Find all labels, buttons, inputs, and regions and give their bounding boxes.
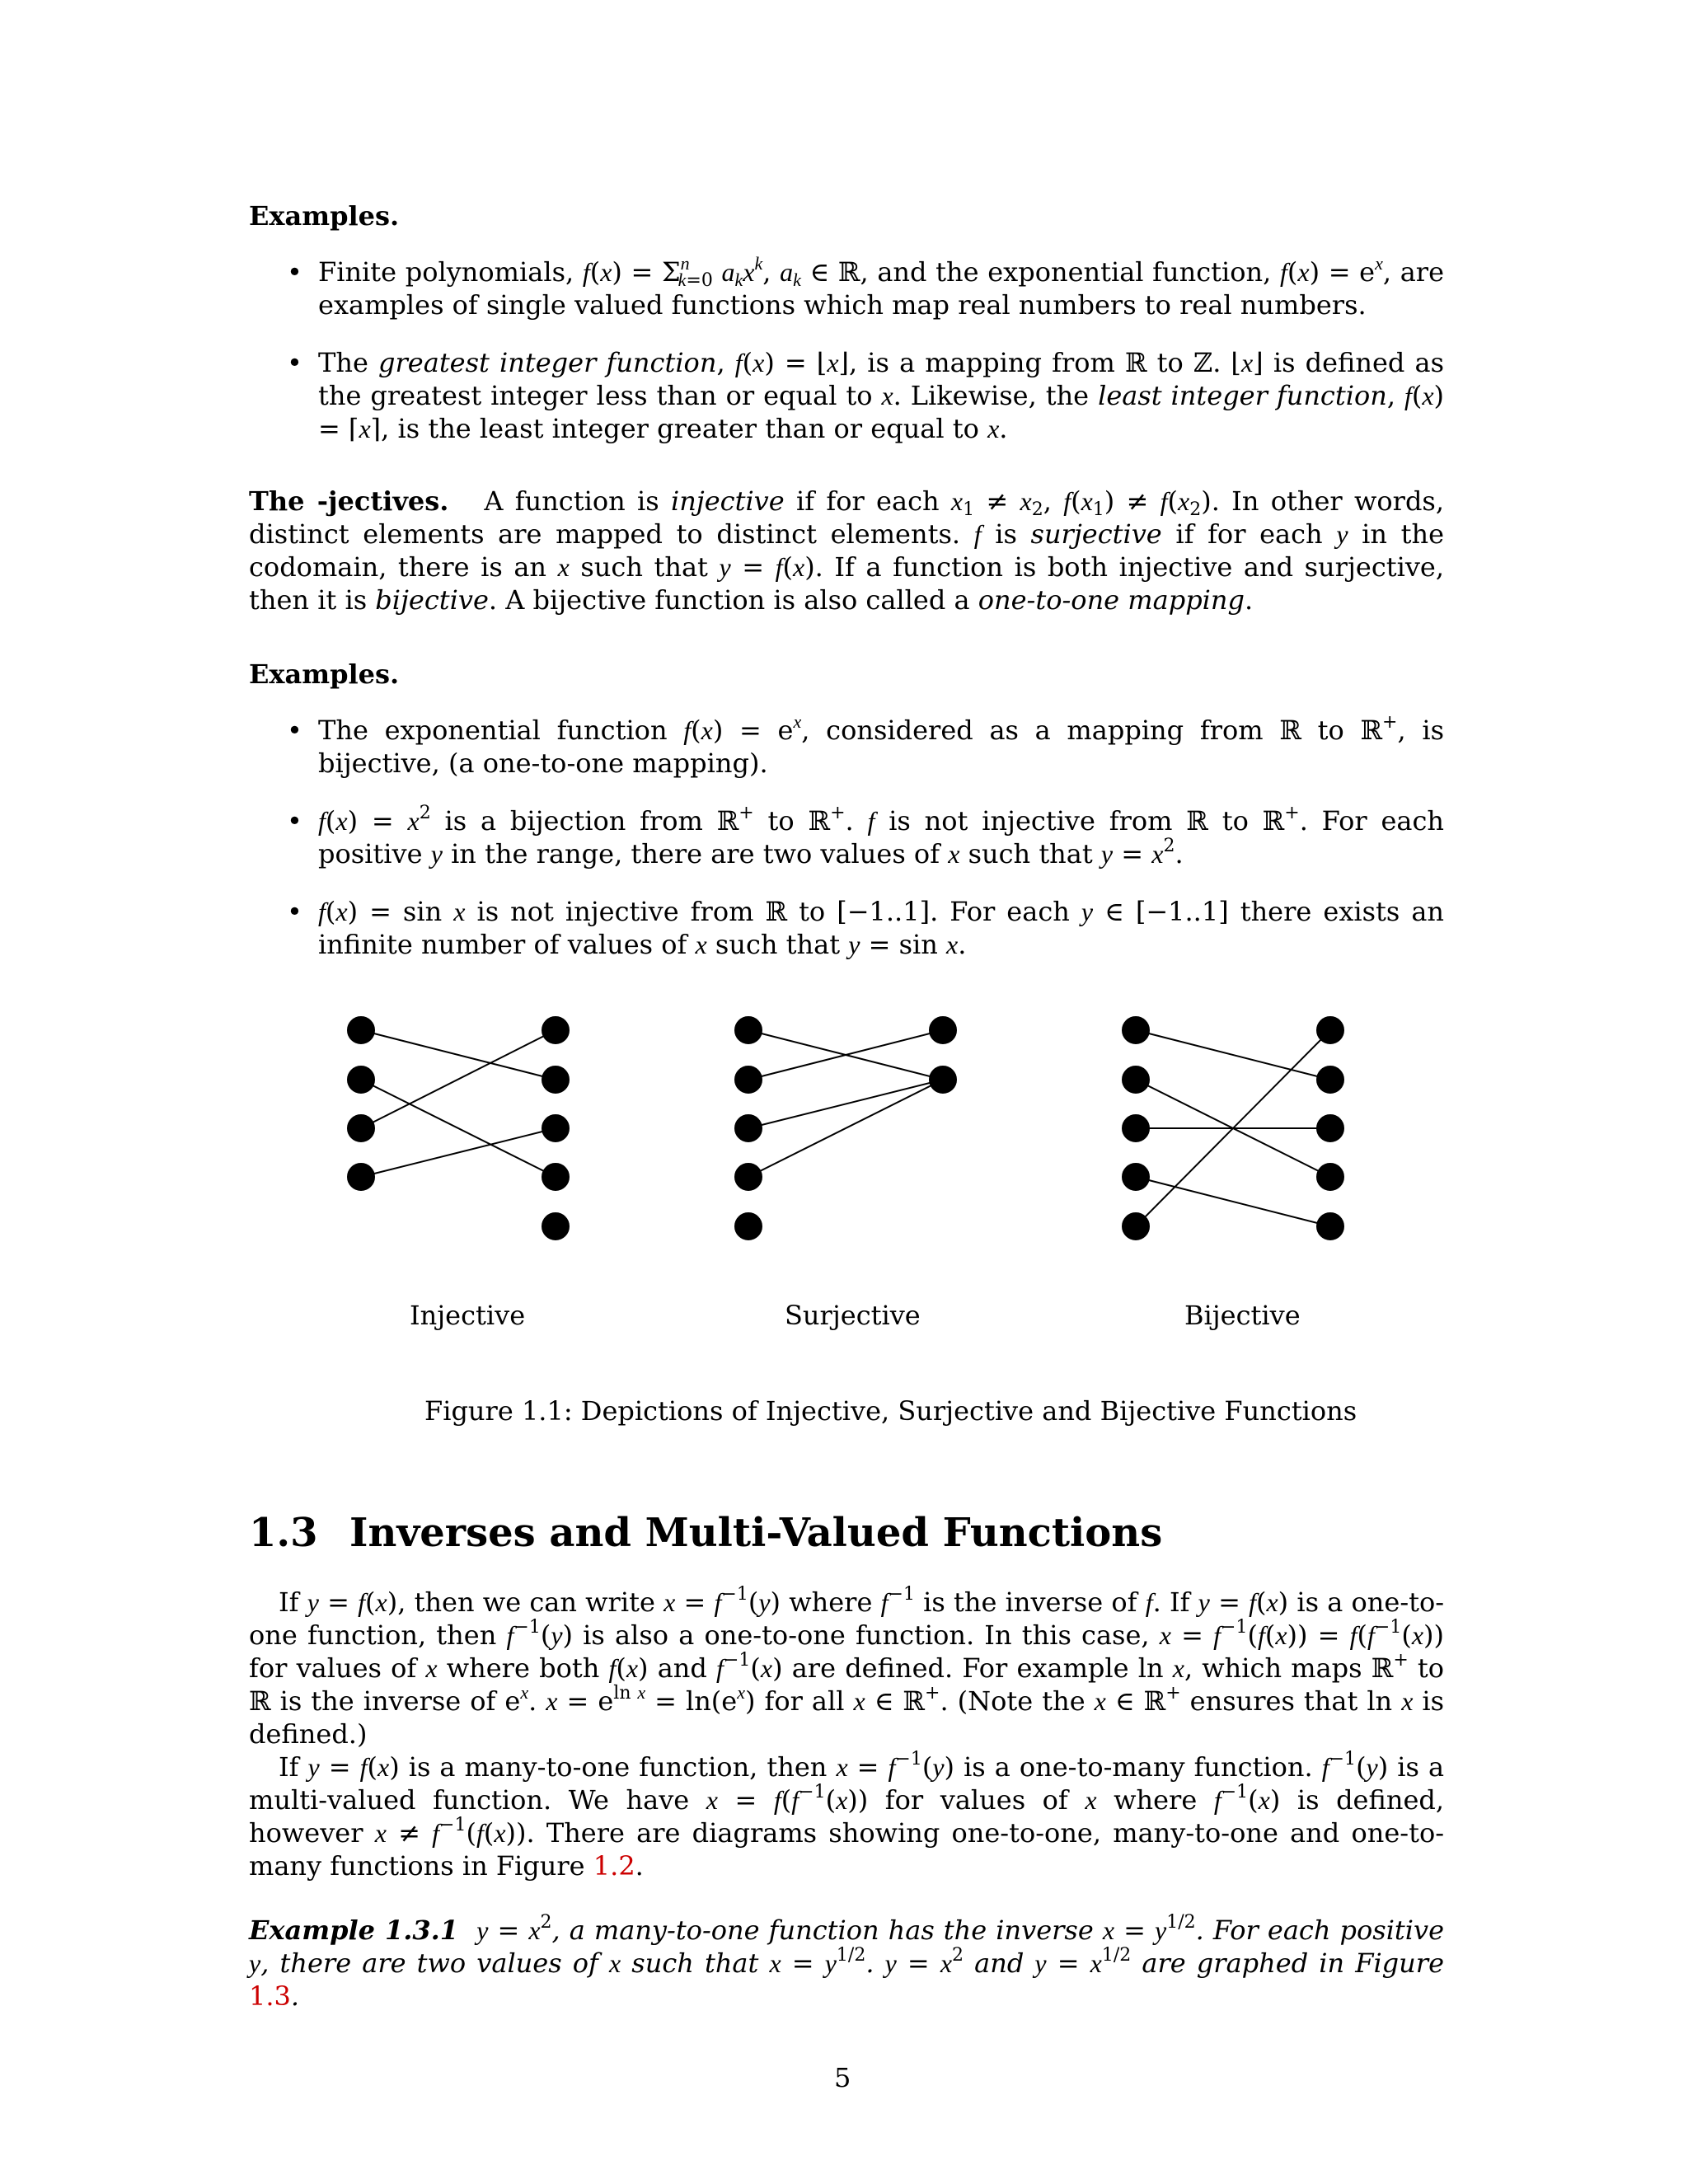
surjective-diagram bbox=[735, 1017, 956, 1240]
list-item: • The exponential function $f(x) = e^x$, considered as a mapping from ℝ to ℝ+, is bijective, (a one-to-one mapping). bbox=[249, 714, 1444, 780]
example-label: Example 1.3.1 bbox=[249, 1915, 459, 1946]
examples-heading-1: Examples. bbox=[249, 200, 400, 232]
section-heading bbox=[249, 1510, 1162, 1556]
examples-heading-2: Examples. bbox=[249, 658, 400, 690]
figure-label-injective: Injective bbox=[410, 1300, 526, 1331]
list-item: • The greatest integer function, f(x) = ⌊x⌋, is a mapping from ℝ to ℤ. ⌊x⌋ is defined as the greatest integer less than or equal to x. Likewise, the least integer function, f(x) = ⌈x⌉, is the least integer greater than or equal to x. bbox=[249, 346, 1444, 445]
figure-ref-1-2[interactable]: 1.2 bbox=[593, 1850, 635, 1882]
jectives-heading: The -jectives. bbox=[249, 485, 449, 517]
figure-label-surjective: Surjective bbox=[785, 1300, 921, 1331]
jectives-paragraph: The -jectives. A function is injective if for each $x_1 \ne x_2$, $f(x_1) \ne f(x_2)$. In other words, distinct elements are mapped to distinct elements. f is surjective if for each y in the codomain, there is an x such that y = f(x). If a function is both injective and surjective, then it is bijective. A bijective function is also called a one-to-one mapping. bbox=[249, 485, 1445, 616]
figure-ref-1-3[interactable]: 1.3 bbox=[249, 1980, 291, 2012]
list-item: • f(x) = sin x is not injective from ℝ to [−1..1]. For each y ∈ [−1..1] there exists an infinite number of values of x such that y = sin x. bbox=[249, 895, 1444, 961]
section-title: Inverses and Multi-Valued Functions bbox=[349, 1510, 1163, 1556]
figure-label-bijective: Bijective bbox=[1184, 1300, 1301, 1331]
paragraph-multivalued: If y = f(x) is a many-to-one function, then $x = f^{-1}(y)$ is a one-to-many function. $f^{-1}(y)$ is a multi-valued function. We have $x = f(f^{-1}(x))$ for values of x where $f^{-1}(x)$ is defined, however $x \ne f^{-1}(f(x))$. There are diagrams showing one-to-one, many-to-one and one-to-many functions in Figure 1.2. bbox=[249, 1749, 1445, 1882]
section-number: 1.3 bbox=[249, 1510, 318, 1556]
list-item: • Finite polynomials, $f(x) = \Sigma^n_{k=0}$ $a_kx^k$, $a_k$ ∈ ℝ, and the exponential function, $f(x) = e^x$, are examples of single valued functions which map real numbers to real numbers. bbox=[249, 255, 1444, 321]
examples-list-2 bbox=[249, 711, 1445, 961]
examples-list-1 bbox=[249, 255, 1444, 445]
example-1-3-1: Example 1.3.1 $y = x^2$, a many-to-one function has the inverse $x = y^{1/2}$. For each positive y, there are two values of x such that $x = y^{1/2}$. $y = x^2$ and $y = x^{1/2}$ are graphed in Figure 1.3. bbox=[249, 1912, 1445, 2012]
page-number: 5 bbox=[834, 2062, 851, 2093]
list-item: • $f(x) = x^2$ is a bijection from ℝ+ to ℝ+. f is not injective from ℝ to ℝ+. For each positive y in the range, there are two values of x such that $y = x^2$. bbox=[249, 804, 1444, 870]
bijective-diagram bbox=[1123, 1017, 1343, 1240]
paragraph-inverses: If y = f(x), then we can write $x = f^{-1}(y)$ where $f^{-1}$ is the inverse of f. If y = f(x) is a one-to-one function, then $f^{-1}(y)$ is also a one-to-one function. In this case, $x = f^{-1}(f(x)) = f(f^{-1}(x))$ for values of x where both f(x) and $f^{-1}(x)$ are defined. For example ln x, which maps ℝ+ to ℝ is the inverse of $e^x$. $x = e^{ln x} = \ln(e^x)$ for all x ∈ ℝ+. (Note the x ∈ ℝ+ ensures that ln x is defined.) bbox=[249, 1584, 1445, 1750]
figure-caption: Figure 1.1: Depictions of Injective, Surjective and Bijective Functions bbox=[424, 1395, 1357, 1427]
injective-diagram bbox=[348, 1017, 569, 1240]
